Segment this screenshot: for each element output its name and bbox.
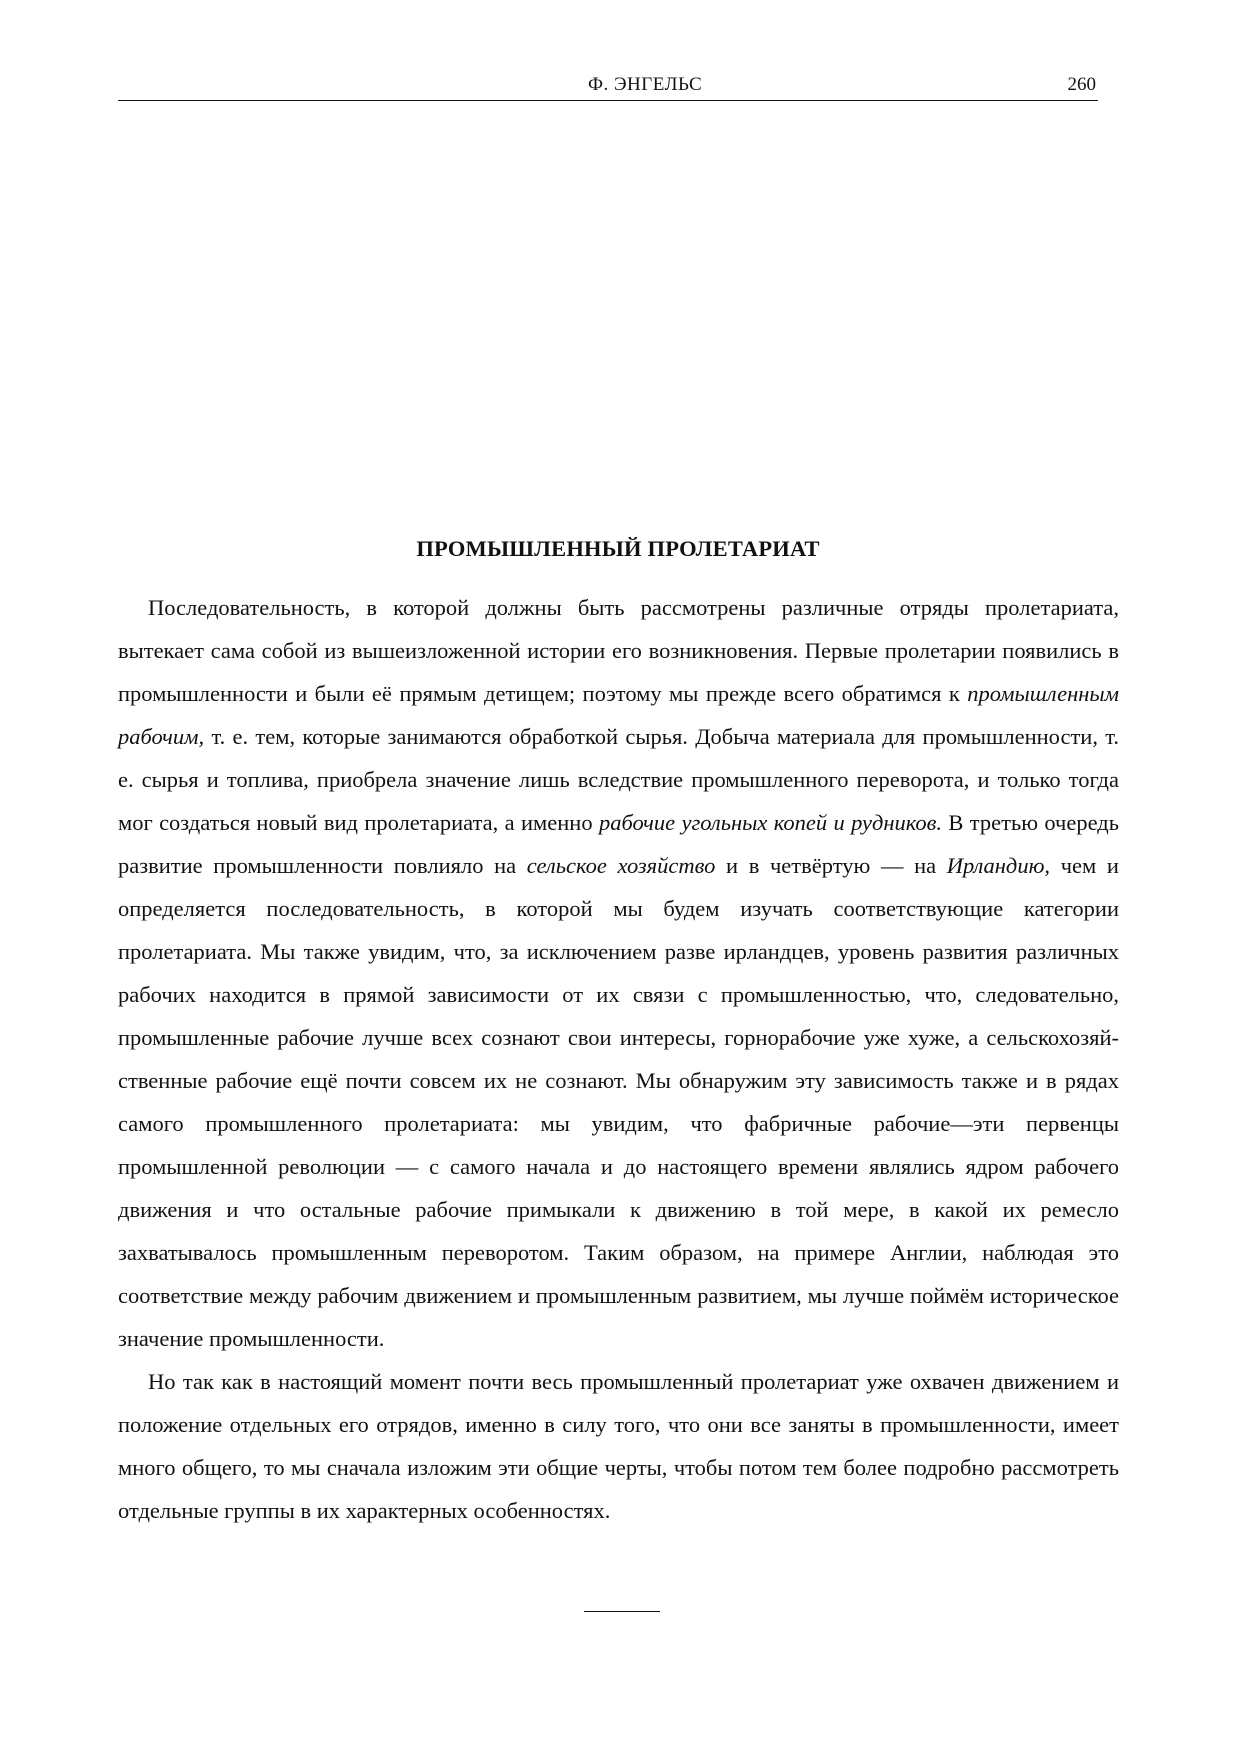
italic-term: рабочие угольных копей и рудников. [598, 810, 943, 835]
italic-term: Ирландию, [946, 853, 1051, 878]
paragraph-2 [118, 1360, 1119, 1532]
body-text [118, 586, 1119, 1532]
text-segment: чем и определяется последовательность, в которой мы будем изучать соответствующие категории пролетариата. Мы также увидим, что, за исключением разве ирландцев, уровень развития различных рабочих находится в прямой зависимости от их связи с промышленностью, что, следовательно, промышленные рабочие лучше всех сознают свои интересы, горнорабочие уже хуже, а сельскохозяйственные рабочие ещё почти совсем их не сознают. Мы обнаружим эту зависимость также и в рядах самого промышленного пролетариата: мы увидим, что фабричные рабочие—эти первенцы промышленной революции — с самого начала и до настоящего времени являлись ядром рабочего движения и что остальные рабочие примыкали к движению в той мере, в какой их ремесло захватывалось промышленным переворотом. Таким образом, на примере Англии, наблюдая это соответствие между рабочим движением и промышленным развитием, мы лучше поймём историческое значение промышленности. [118, 853, 1119, 1351]
header-author: Ф. ЭНГЕЛЬС [588, 74, 703, 95]
end-rule [584, 1611, 660, 1612]
text-segment: и в четвёртую — на [715, 853, 947, 878]
italic-term: сельское хозяйство [526, 853, 716, 878]
text-segment: Последовательность, в которой должны быть рассмотрены различные отряды пролетариата, вытекает сама собой из вышеизложенной истории его возникновения. Первые пролетарии появились в промышленности и были её прямым детищем; поэтому мы прежде всего обратимся к [118, 595, 1119, 706]
chapter-title: ПРОМЫШЛЕННЫЙ ПРОЛЕТАРИАТ [416, 536, 820, 561]
text-segment: В третью очередь развитие промышленности повлияло на [118, 810, 1120, 878]
page-number: 260 [1067, 74, 1096, 95]
paragraph-1 [118, 586, 1119, 1360]
italic-term: промышленным рабочим, [118, 681, 1119, 749]
running-header [118, 74, 1098, 101]
text-segment: Но так как в настоящий момент почти весь промышленный пролетариат уже охвачен движением и положение отдельных его отрядов, именно в силу того, что они все заняты в промышленности, имеет много общего, то мы сначала изложим эти общие черты, чтобы потом тем более подробно рассмотреть отдельные группы в их характерных особенностях. [118, 1369, 1119, 1523]
text-segment: т. е. тем, которые занимаются обработкой сырья. Добыча материала для промышленности, т. е. сырья и топлива, приобрела значение лишь вследствие промышленного переворота, и только тогда мог создаться новый вид пролетариата, а именно [118, 724, 1119, 835]
